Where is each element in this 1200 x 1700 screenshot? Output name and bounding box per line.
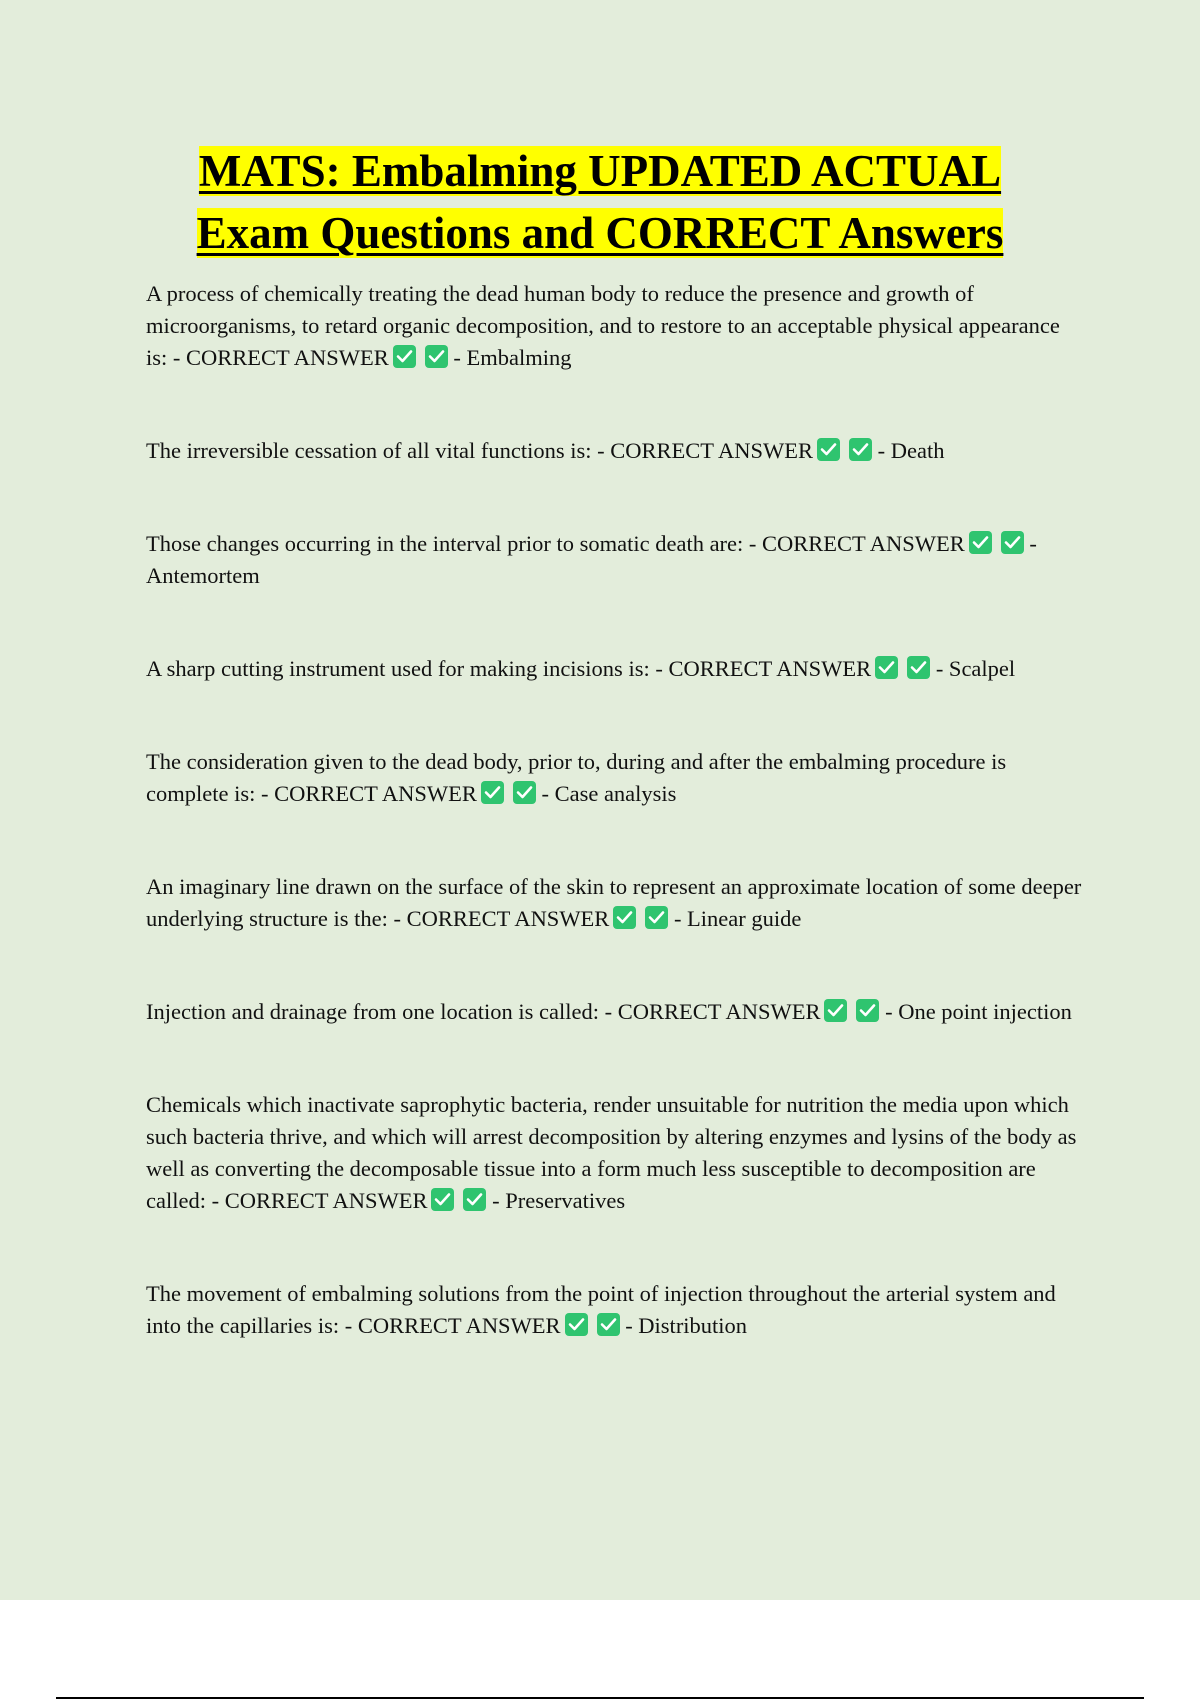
check-mark-icon [824, 999, 847, 1022]
answer-text: - Preservatives [492, 1188, 626, 1213]
check-mark-icon [431, 1188, 454, 1211]
check-mark-icon [875, 656, 898, 679]
question-text: The irreversible cessation of all vital functions is: [146, 438, 592, 463]
qa-item [146, 528, 1086, 592]
correct-answer-label: - CORRECT ANSWER [344, 1313, 561, 1338]
question-text: A process of chemically treating the dead human body to reduce the presence and growth of microorganisms, to retard organic decomposition, and to restore to an acceptable physical appearance is: [146, 281, 1060, 370]
qa-item [146, 278, 1086, 374]
question-answer-list [146, 278, 1086, 1403]
question-text: Injection and drainage from one location is called: [146, 999, 599, 1024]
correct-answer-label: - CORRECT ANSWER [211, 1188, 428, 1213]
check-mark-icon [907, 656, 930, 679]
qa-item [146, 435, 1086, 467]
check-mark-icon [856, 999, 879, 1022]
qa-item [146, 1089, 1086, 1217]
question-text: The consideration given to the dead body, prior to, during and after the embalming procedure is complete is: [146, 749, 1007, 806]
answer-text: - Scalpel [935, 656, 1016, 681]
answer-text: - Death [877, 438, 945, 463]
document-title [0, 140, 1200, 264]
question-text: Chemicals which inactivate saprophytic bacteria, render unsuitable for nutrition the media upon which such bacteria thrive, and which will arrest decomposition by altering enzymes and lysins of the body as well as converting the decomposable tissue into a form much less susceptible to decomposition are called: [146, 1092, 1077, 1213]
check-mark-icon [817, 438, 840, 461]
answer-text: - Embalming [453, 345, 572, 370]
correct-answer-label: - CORRECT ANSWER [597, 438, 813, 463]
title-line-2: Exam Questions and CORRECT Answers [196, 208, 1004, 258]
qa-item [146, 996, 1086, 1028]
check-mark-icon [645, 906, 668, 929]
footer-rule [56, 1697, 1144, 1699]
correct-answer-label: - CORRECT ANSWER [604, 999, 821, 1024]
qa-item [146, 653, 1086, 685]
answer-text: - Antemortem [146, 531, 1037, 588]
correct-answer-label: - CORRECT ANSWER [655, 656, 872, 681]
check-mark-icon [513, 781, 536, 804]
correct-answer-label: - CORRECT ANSWER [393, 906, 610, 931]
check-mark-icon [1001, 531, 1024, 554]
check-mark-icon [969, 531, 992, 554]
check-mark-icon [463, 1188, 486, 1211]
check-mark-icon [481, 781, 504, 804]
correct-answer-label: - CORRECT ANSWER [260, 781, 477, 806]
answer-text: - Case analysis [541, 781, 677, 806]
qa-item [146, 1278, 1086, 1342]
correct-answer-label: - CORRECT ANSWER [748, 531, 965, 556]
title-line-1: MATS: Embalming UPDATED ACTUAL [198, 146, 1002, 196]
answer-text: - Distribution [625, 1313, 748, 1338]
check-mark-icon [565, 1313, 588, 1336]
answer-text: - Linear guide [673, 906, 802, 931]
qa-item [146, 746, 1086, 810]
question-text: An imaginary line drawn on the surface of the skin to represent an approximate location of some deeper underlying structure is the: [146, 874, 1082, 931]
qa-item [146, 871, 1086, 935]
answer-text: - One point injection [885, 999, 1072, 1024]
check-mark-icon [425, 345, 448, 368]
check-mark-icon [613, 906, 636, 929]
check-mark-icon [597, 1313, 620, 1336]
check-mark-icon [849, 438, 872, 461]
question-text: The movement of embalming solutions from the point of injection throughout the arterial system and into the capillaries is: [146, 1281, 1056, 1338]
correct-answer-label: - CORRECT ANSWER [172, 345, 389, 370]
check-mark-icon [393, 345, 416, 368]
question-text: A sharp cutting instrument used for making incisions is: [146, 656, 650, 681]
question-text: Those changes occurring in the interval prior to somatic death are: [146, 531, 744, 556]
